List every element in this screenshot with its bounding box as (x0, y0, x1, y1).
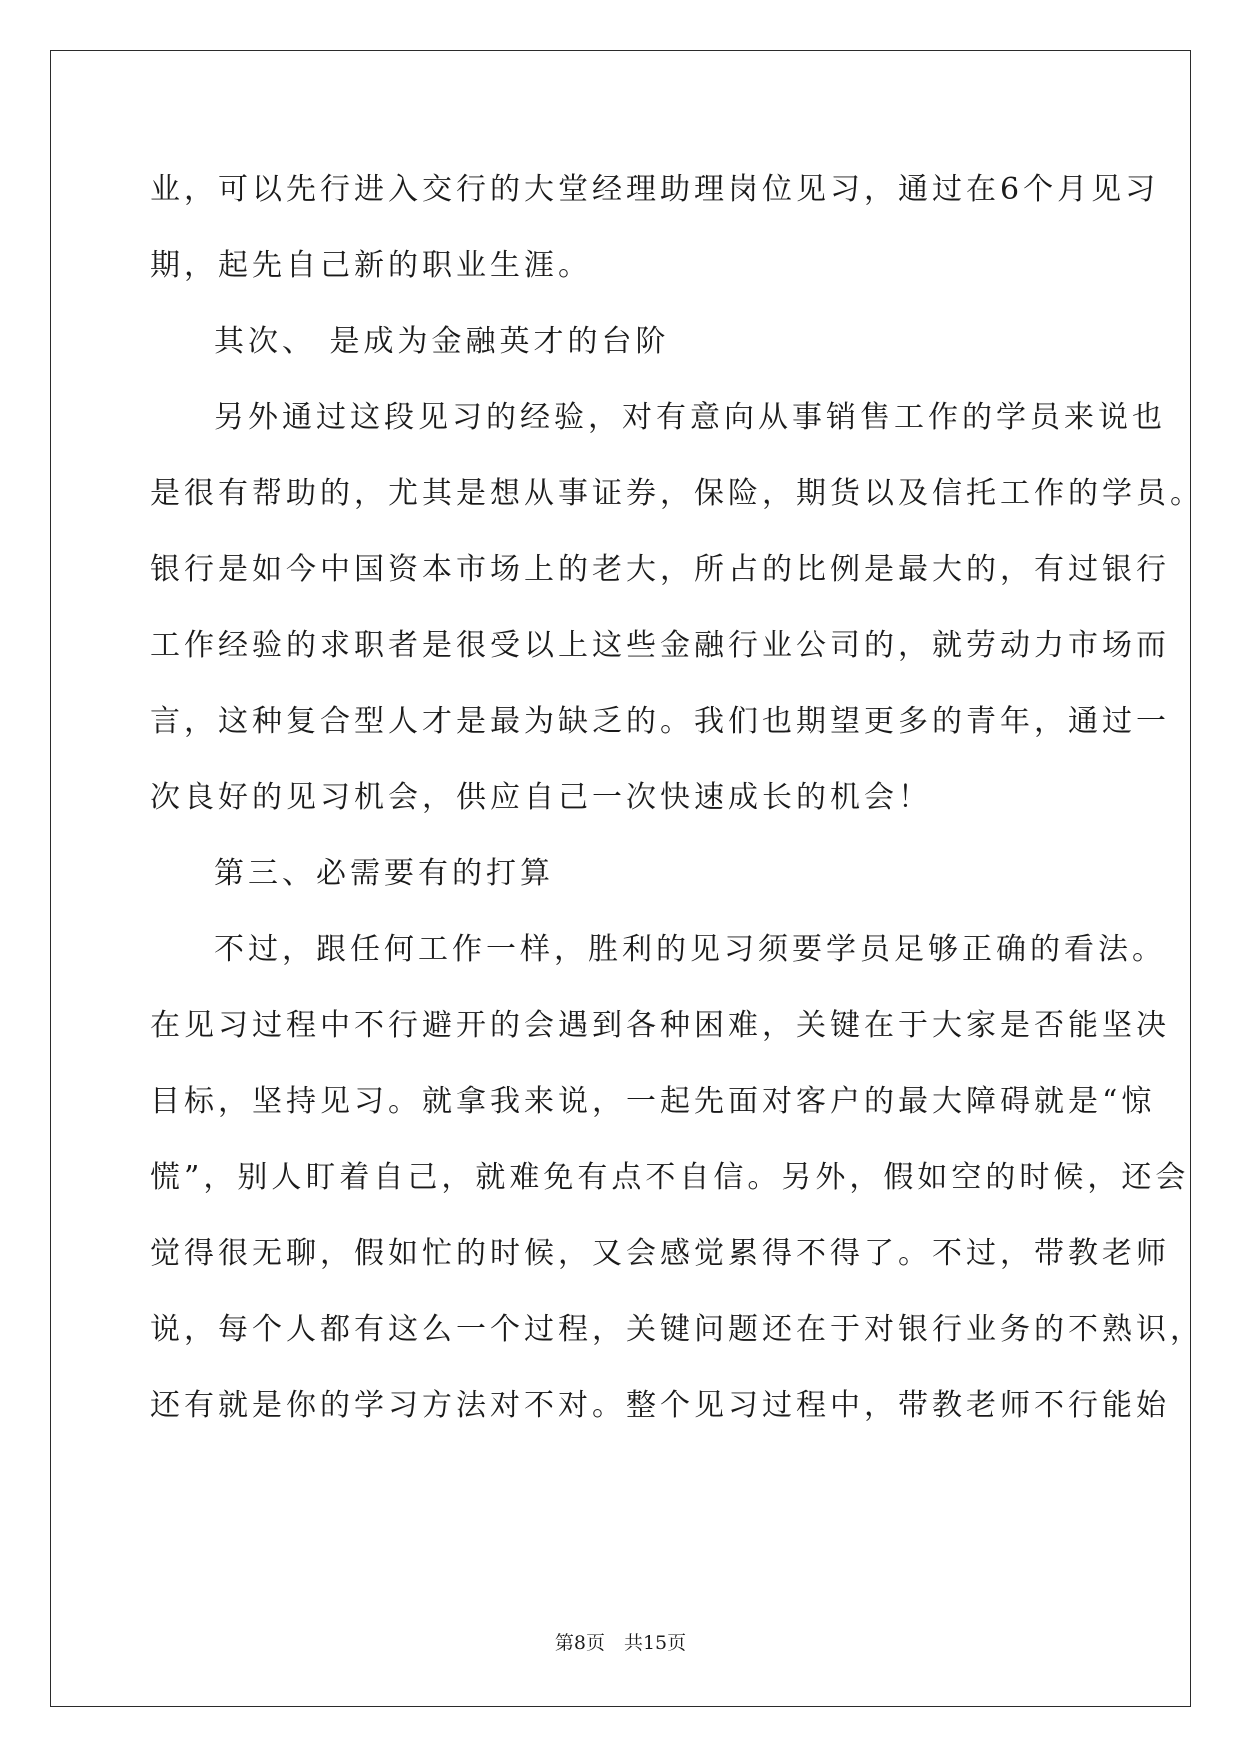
text-line: 次良好的见习机会，供应自己一次快速成长的机会！ (150, 780, 932, 815)
text-line: 银行是如今中国资本市场上的老大，所占的比例是最大的，有过银行 (150, 552, 1170, 587)
section-heading: 第三、必需要有的打算 (214, 856, 554, 891)
text-line: 目标，坚持见习。就拿我来说，一起先面对客户的最大障碍就是“惊 (150, 1084, 1156, 1119)
text-line: 期，起先自己新的职业生涯。 (150, 248, 592, 283)
text-line: 业，可以先行进入交行的大堂经理助理岗位见习，通过在6个月见习 (150, 172, 1160, 207)
text-line: 是很有帮助的，尤其是想从事证券，保险，期货以及信托工作的学员。 (150, 476, 1204, 511)
text-line: 还有就是你的学习方法对不对。整个见习过程中，带教老师不行能始 (150, 1388, 1170, 1423)
text-line: 慌”，别人盯着自己，就难免有点不自信。另外，假如空的时候，还会 (150, 1160, 1190, 1195)
text-line: 另外通过这段见习的经验，对有意向从事销售工作的学员来说也 (214, 400, 1166, 435)
section-heading: 其次、 是成为金融英才的台阶 (214, 324, 670, 359)
page-number: 第8页 共15页 (554, 1632, 687, 1654)
text-line: 说，每个人都有这么一个过程，关键问题还在于对银行业务的不熟识， (150, 1312, 1204, 1347)
text-line: 在见习过程中不行避开的会遇到各种困难，关键在于大家是否能坚决 (150, 1008, 1170, 1043)
text-line: 觉得很无聊，假如忙的时候，又会感觉累得不得了。不过，带教老师 (150, 1236, 1170, 1271)
text-line: 工作经验的求职者是很受以上这些金融行业公司的，就劳动力市场而 (150, 628, 1170, 663)
text-line: 言，这种复合型人才是最为缺乏的。我们也期望更多的青年，通过一 (150, 704, 1170, 739)
text-line: 不过，跟任何工作一样，胜利的见习须要学员足够正确的看法。 (214, 932, 1166, 967)
